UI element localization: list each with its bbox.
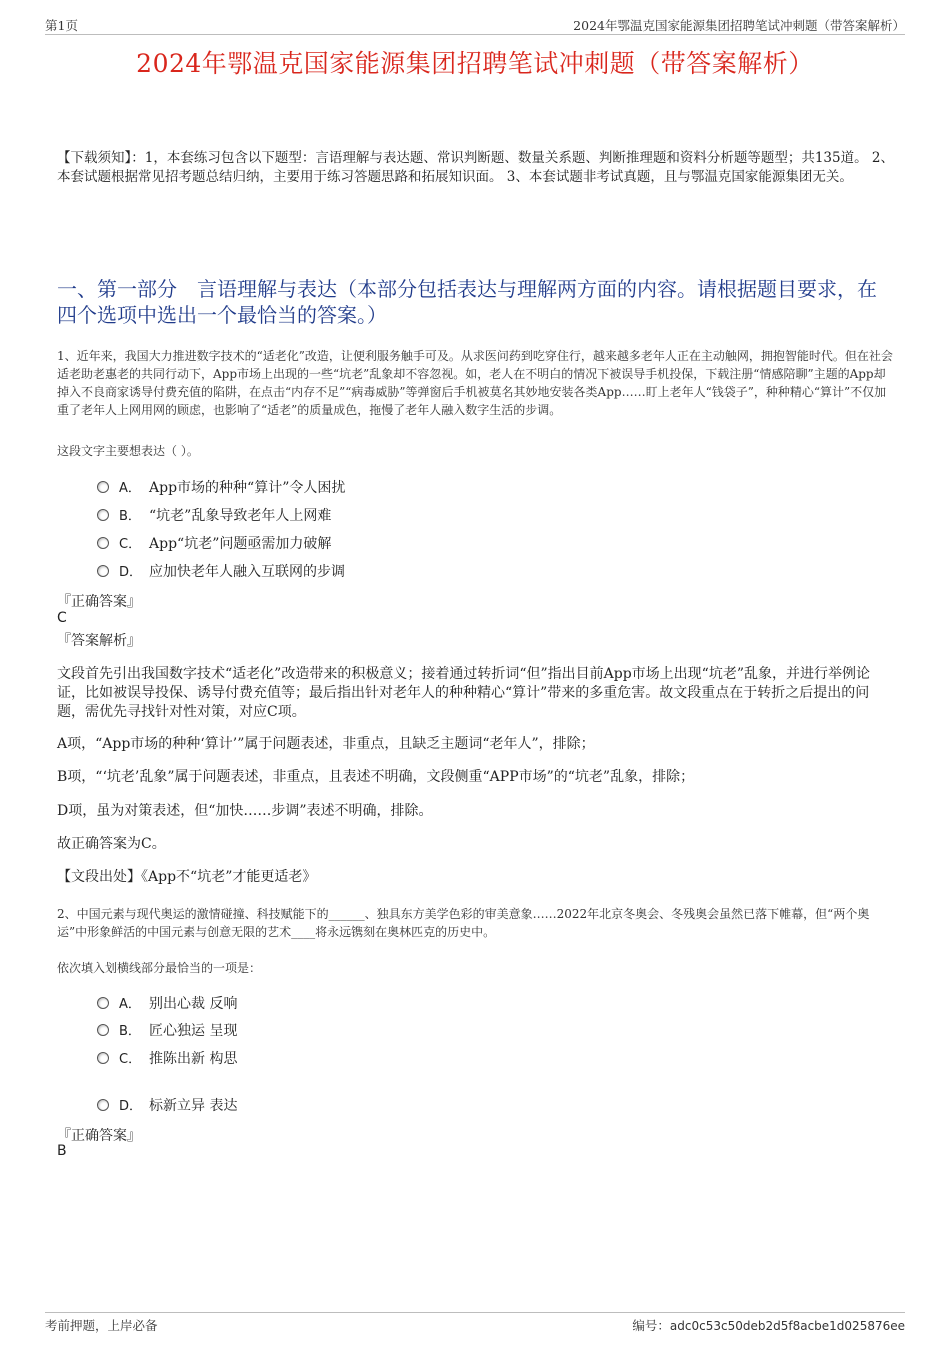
q2-option-d[interactable]: D． 标新立异 表达 (97, 1095, 237, 1115)
page-number: 第1页 (45, 18, 78, 33)
page-footer (45, 1312, 905, 1333)
q2-option-c[interactable]: C． 推陈出新 构思 (97, 1048, 237, 1068)
q1-option-b[interactable]: B． “坑老”乱象导致老年人上网难 (97, 505, 331, 525)
question-2-text: 2、中国元素与现代奥运的激情碰撞、科技赋能下的______、独具东方美学色彩的审美意象……2022年北京冬奥会、冬残奥会虽然已落下帷幕，但“两个奥运”中形象鲜活的中国元素与创意无限的艺术____将永远镌刻在奥林匹克的历史中。 (57, 907, 870, 939)
radio-icon[interactable] (97, 1099, 109, 1111)
q1-source: 【文段出处】《App不“坑老”才能更适老》 (57, 869, 317, 885)
q1-option-d[interactable]: D． 应加快老年人融入互联网的步调 (97, 561, 345, 581)
q2-answer: B (57, 1143, 67, 1159)
footer-slogan: 考前押题，上岸必备 (45, 1318, 158, 1333)
q2-option-a[interactable]: A． 别出心裁 反响 (97, 993, 237, 1013)
radio-icon[interactable] (97, 1024, 109, 1036)
radio-icon[interactable] (97, 1052, 109, 1064)
q1-analysis-d: D项，虽为对策表述，但“加快……步调”表述不明确，排除。 (57, 803, 433, 819)
radio-icon[interactable] (97, 509, 109, 521)
q1-analysis-paragraph: 文段首先引出我国数字技术“适老化”改造带来的积极意义；接着通过转折词“但”指出目前App市场上出现“坑老”乱象，并进行举例论证，比如被误导投保、诱导付费充值等；最后指出针对老年人的种种精心“算计”带来的多重危害。故文段重点在于转折之后提出的问题，需优先寻找针对性对策，对应C项。 (57, 666, 870, 720)
header-doc-name: 2024年鄂温克国家能源集团招聘笔试冲刺题（带答案解析） (573, 18, 905, 33)
q1-analysis-conclusion: 故正确答案为C。 (57, 836, 166, 852)
q1-answer: C (57, 610, 67, 626)
q1-option-c[interactable]: C． App“坑老”问题亟需加力破解 (97, 533, 331, 553)
page-header (45, 14, 905, 35)
question-1-text: 1、近年来，我国大力推进数字技术的“适老化”改造，让便利服务触手可及。从求医问药到吃穿住行，越来越多老年人正在主动触网，拥抱智能时代。但在社会适老助老惠老的共同行动下，App市场上出现的一些“坑老”乱象却不容忽视。如，老人在不明白的情况下被误导手机投保，下载注册“情感陪聊”主题的App却掉入不良商家诱导付费充值的陷阱，在点击“内存不足”“病毒威胁”等弹窗后手机被莫名其妙地安装各类App……盯上老年人“钱袋子”，种种精心“算计”不仅加重了老年人上网用网的顾虑，也影响了“适老”的质量成色，拖慢了老年人融入数字生活的步调。 (57, 349, 893, 417)
document-title: 2024年鄂温克国家能源集团招聘笔试冲刺题（带答案解析） (136, 49, 814, 78)
question-2-prompt: 依次填入划横线部分最恰当的一项是： (57, 961, 262, 975)
q1-analysis-label: 『答案解析』 (57, 633, 141, 649)
q2-answer-label: 『正确答案』 (57, 1128, 141, 1144)
q1-answer-label: 『正确答案』 (57, 594, 141, 610)
q2-option-b[interactable]: B． 匠心独运 呈现 (97, 1020, 237, 1040)
q1-option-a[interactable]: A． App市场的种种“算计”令人困扰 (97, 477, 345, 497)
footer-code: 编号：adc0c53c50deb2d5f8acbe1d025876ee (632, 1318, 905, 1333)
radio-icon[interactable] (97, 997, 109, 1009)
q1-analysis-a: A项，“App市场的种种‘算计’”属于问题表述，非重点，且缺乏主题词“老年人”，排除； (57, 736, 595, 752)
q1-analysis-b: B项，“‘坑老’乱象”属于问题表述，非重点，且表述不明确，文段侧重“APP市场”的“坑老”乱象，排除； (57, 769, 695, 785)
radio-icon[interactable] (97, 565, 109, 577)
section-title: 一、第一部分 言语理解与表达（本部分包括表达与理解两方面的内容。请根据题目要求，在四个选项中选出一个最恰当的答案。） (57, 277, 877, 327)
radio-icon[interactable] (97, 537, 109, 549)
download-notice: 【下载须知】：1，本套练习包含以下题型：言语理解与表达题、常识判断题、数量关系题、判断推理题和资料分析题等题型；共135道。 2、本套试题根据常见招考题总结归纳，主要用于练习答题思路和拓展知识面。 3、本套试题非考试真题，且与鄂温克国家能源集团无关。 (57, 150, 894, 185)
radio-icon[interactable] (97, 481, 109, 493)
question-1-prompt: 这段文字主要想表达（ ）。 (57, 444, 199, 458)
